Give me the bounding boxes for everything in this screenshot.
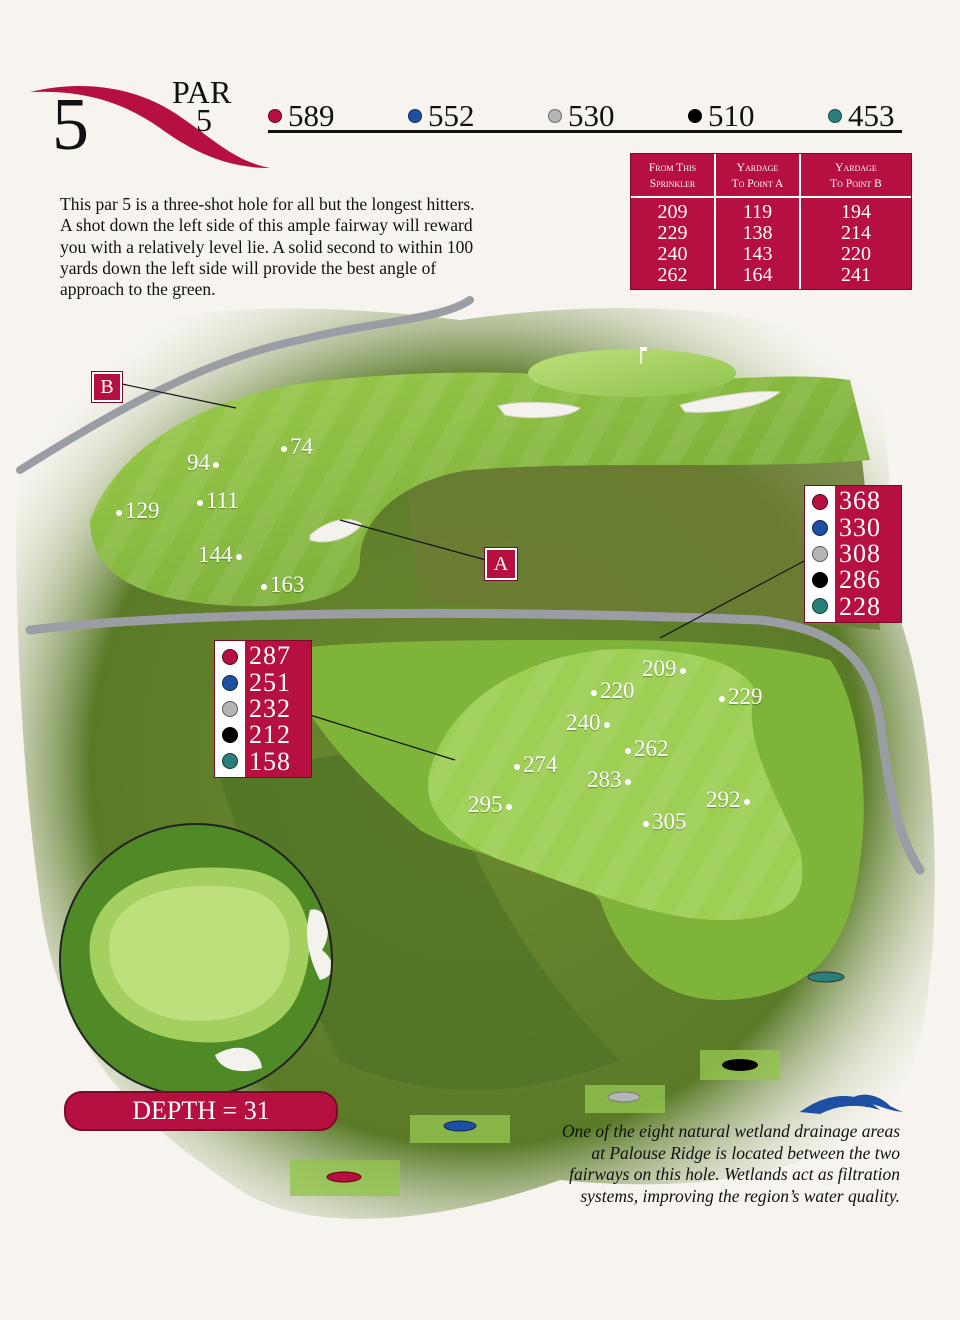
sprinkler-dot-icon xyxy=(514,764,520,770)
table-header-line: To Point A xyxy=(731,178,784,190)
tee-box xyxy=(444,1121,476,1131)
table-column xyxy=(714,154,799,289)
green-depth-badge: DEPTH = 31 xyxy=(64,1091,338,1131)
table-cell: 262 xyxy=(657,264,688,286)
wetland-note: One of the eight natural wetland drainage areas at Palouse Ridge is located between the two fairways on this hole. Wetlands act as filtration systems, improving the region’s water quality. xyxy=(561,1121,900,1206)
table-header-line: To Point B xyxy=(830,178,882,190)
yardage-marker: 283 xyxy=(587,767,634,792)
tee-distance: 232 xyxy=(249,693,291,723)
tee-distance: 286 xyxy=(839,565,881,595)
tee-distance-box-left xyxy=(214,640,312,778)
table-cell: 241 xyxy=(841,264,871,286)
tee-box xyxy=(327,1172,361,1182)
sprinkler-dot-icon xyxy=(116,510,122,516)
sprinkler-dot-icon xyxy=(591,690,597,696)
table-header xyxy=(716,154,799,198)
tee-yardage-value: 510 xyxy=(708,98,755,133)
yardage-marker: 240 xyxy=(566,710,613,735)
yardage-marker: 94 xyxy=(187,450,222,475)
tee-yardage-value: 530 xyxy=(568,98,615,133)
sprinkler-dot-icon xyxy=(213,462,219,468)
yardage-marker: 292 xyxy=(706,787,753,812)
tee-distance: 158 xyxy=(249,746,291,776)
yardage-marker: 262 xyxy=(622,736,669,761)
tee-distance: 330 xyxy=(839,512,881,542)
table-cell: 220 xyxy=(841,243,871,265)
table-cell: 229 xyxy=(657,222,688,244)
table-cell: 119 xyxy=(742,201,773,223)
tee-color-dots xyxy=(805,486,835,622)
tee-distance-values xyxy=(835,486,901,622)
yardage-marker: 274 xyxy=(511,752,558,777)
tee-marker-icon xyxy=(268,109,282,123)
tee-yardage xyxy=(688,100,755,132)
sprinkler-dot-icon xyxy=(197,500,203,506)
tee-marker-icon xyxy=(222,649,238,665)
table-header xyxy=(631,154,714,198)
tee-distance: 308 xyxy=(839,538,881,568)
yardage-marker: 305 xyxy=(640,809,687,834)
yardage-marker: 220 xyxy=(588,678,635,703)
tee-color-dots xyxy=(215,641,245,777)
table-header-line: Yardage xyxy=(736,162,779,174)
yardage-marker: 209 xyxy=(642,656,689,681)
tee-yardage-value: 589 xyxy=(288,98,335,133)
tee-marker-icon xyxy=(812,520,828,536)
tee-marker-icon xyxy=(812,572,828,588)
green xyxy=(528,349,736,397)
yardage-marker: 229 xyxy=(716,684,763,709)
sprinkler-dot-icon xyxy=(604,722,610,728)
par-value: 5 xyxy=(196,102,212,138)
tee-marker-icon xyxy=(812,598,828,614)
tee-yardage xyxy=(408,100,475,132)
point-a-marker: A xyxy=(485,548,517,580)
tee-marker-icon xyxy=(812,546,828,562)
yardage-marker: 144 xyxy=(198,542,245,567)
tee-marker-icon xyxy=(548,109,562,123)
sprinkler-dot-icon xyxy=(625,779,631,785)
tee-yardage-value: 552 xyxy=(428,98,475,133)
green-closeup xyxy=(60,824,333,1096)
tee-distance: 287 xyxy=(249,641,291,671)
tee-yardage xyxy=(828,100,895,132)
tee-yardage-value: 453 xyxy=(848,98,895,133)
tee-box xyxy=(722,1059,758,1071)
tee-distance: 251 xyxy=(249,667,291,697)
sprinkler-dot-icon xyxy=(744,799,750,805)
yardage-marker: 129 xyxy=(113,498,160,523)
hole-description: This par 5 is a three-shot hole for all but the longest hitters. A shot down the left side of this ample fairway will reward you with a relatively level lie. A solid second to within 100 yards down the left side will provide the best angle of approach to the green. xyxy=(60,194,475,300)
tee-marker-icon xyxy=(688,109,702,123)
tee-marker-icon xyxy=(408,109,422,123)
tee-distance-box-right xyxy=(804,485,902,623)
tee-box xyxy=(608,1092,640,1102)
table-header-line: From This xyxy=(648,162,697,174)
tee-distance: 212 xyxy=(249,720,291,750)
tee-distance-values xyxy=(245,641,311,777)
tee-marker-icon xyxy=(828,109,842,123)
table-cell: 138 xyxy=(742,222,773,244)
yardage-marker: 163 xyxy=(258,572,305,597)
tee-marker-icon xyxy=(812,494,828,510)
table-cell: 143 xyxy=(742,243,773,265)
table-header-line: Sprinkler xyxy=(649,178,696,190)
yardage-marker: 295 xyxy=(468,792,515,817)
tee-yardage xyxy=(268,100,335,132)
point-b-marker: B xyxy=(92,372,122,402)
tee-marker-icon xyxy=(222,701,238,717)
sprinkler-dot-icon xyxy=(281,446,287,452)
table-column xyxy=(631,154,714,289)
par-label: PAR xyxy=(172,74,232,110)
tee-distance: 228 xyxy=(839,591,881,621)
tee-marker-icon xyxy=(222,753,238,769)
sprinkler-dot-icon xyxy=(261,584,267,590)
tee-yardage xyxy=(548,100,615,132)
tee-yardage-row xyxy=(268,100,902,133)
tee-box xyxy=(808,972,844,982)
table-column xyxy=(799,154,911,289)
table-cell: 194 xyxy=(841,201,871,223)
yardage-marker: 111 xyxy=(194,488,239,513)
table-cell: 214 xyxy=(841,222,871,244)
tee-marker-icon xyxy=(222,727,238,743)
yardage-marker: 74 xyxy=(278,434,313,459)
table-header-line: Yardage xyxy=(835,162,877,174)
sprinkler-dot-icon xyxy=(643,821,649,827)
sprinkler-dot-icon xyxy=(680,668,686,674)
sprinkler-dot-icon xyxy=(506,804,512,810)
sprinkler-dot-icon xyxy=(719,696,725,702)
sprinkler-yardage-table xyxy=(630,153,912,290)
table-cell: 164 xyxy=(742,264,773,286)
table-cell: 209 xyxy=(657,201,688,223)
tee-marker-icon xyxy=(222,675,238,691)
hole-number: 5 xyxy=(52,84,89,166)
table-cell: 240 xyxy=(657,243,688,265)
tee-distance: 368 xyxy=(839,486,881,516)
sprinkler-dot-icon xyxy=(625,748,631,754)
sprinkler-dot-icon xyxy=(236,554,242,560)
table-header xyxy=(801,154,911,198)
